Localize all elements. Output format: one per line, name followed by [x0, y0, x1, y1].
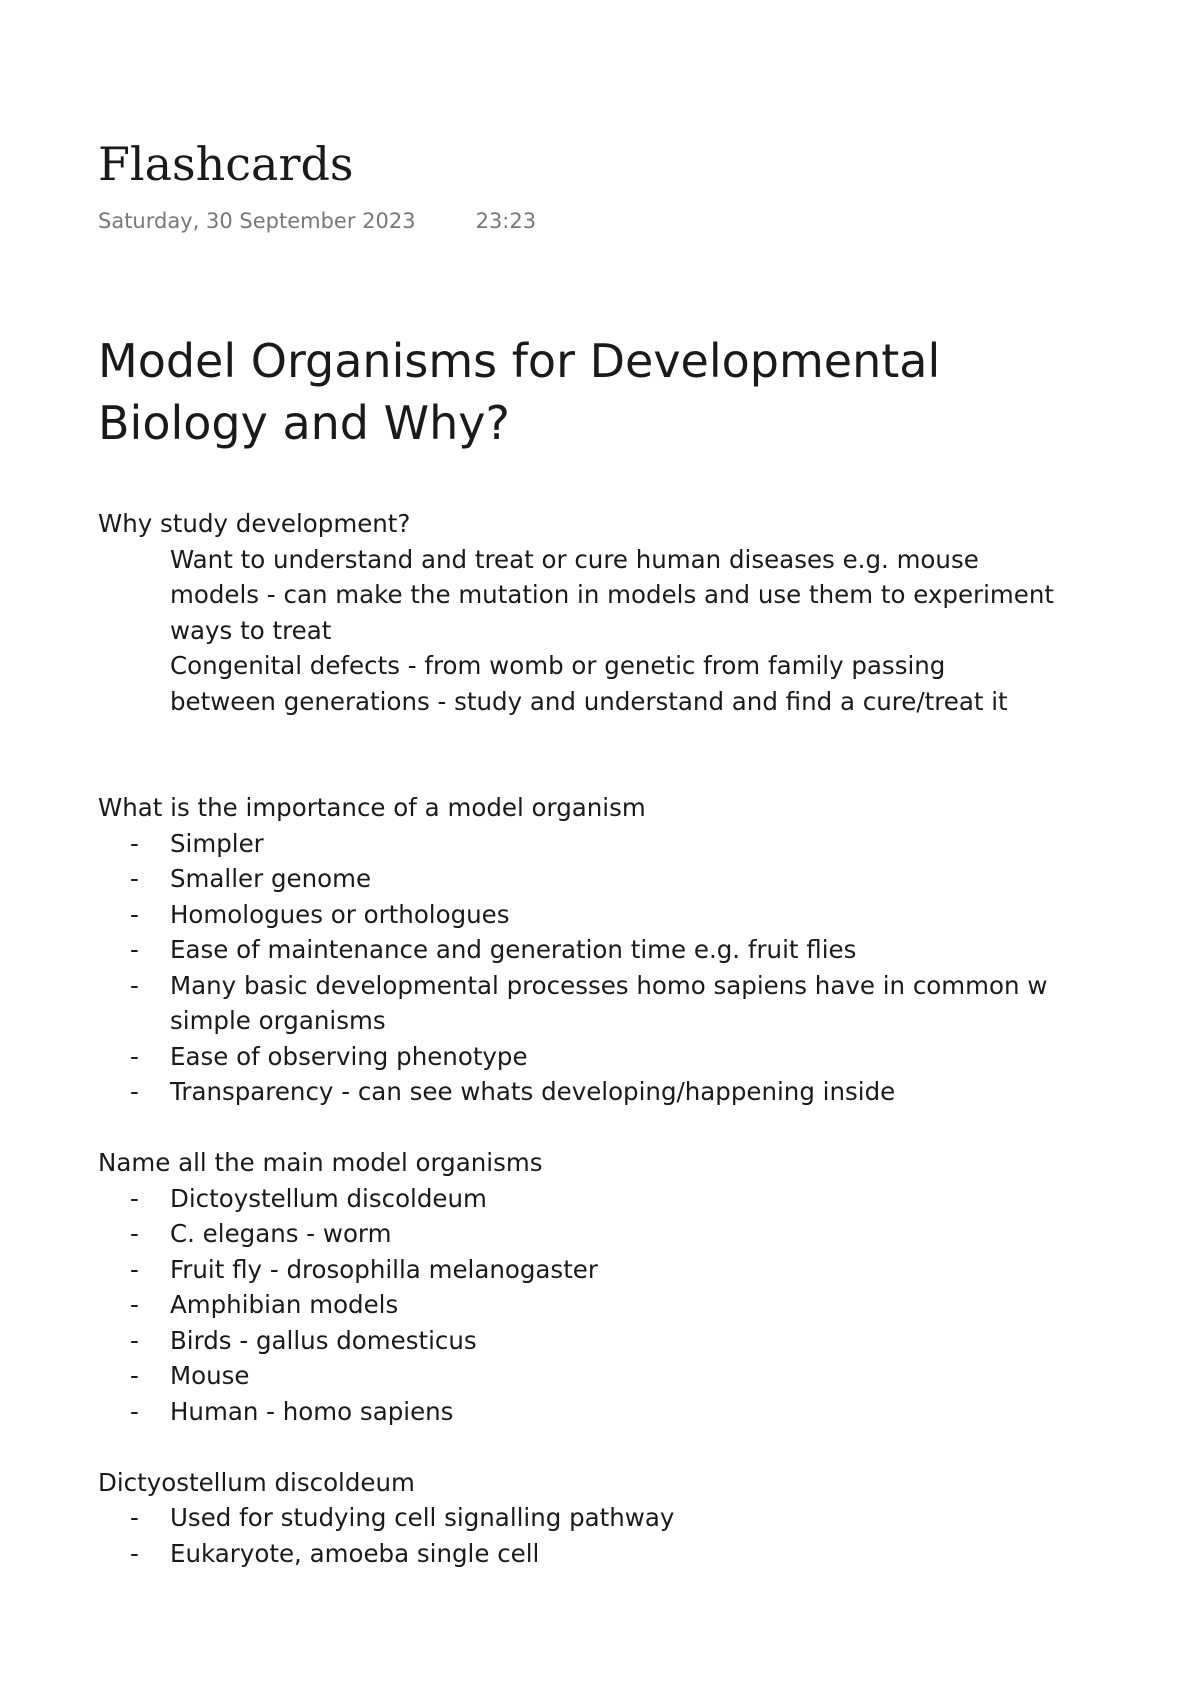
dash-marker: - — [130, 1325, 139, 1355]
dash-marker: - — [130, 1041, 139, 1071]
list-item — [98, 1216, 1058, 1252]
list-item-text: Dictoystellum discoldeum — [170, 1183, 487, 1213]
organisms-question: Name all the main model organisms — [98, 1148, 543, 1177]
dictyostellum-list — [98, 1500, 1058, 1571]
list-item-text: C. elegans - worm — [170, 1219, 392, 1248]
dash-marker: - — [130, 1077, 139, 1106]
spacer — [98, 1110, 1058, 1146]
dictyostellum-question: Dictyostellum discoldeum — [98, 1467, 415, 1497]
list-item — [98, 1500, 1058, 1536]
list-item — [98, 932, 1058, 968]
why-study-paragraph-2: Congenital defects - from womb or genetic from family passing between generations - study and understand and find a cure/treat it — [170, 651, 1008, 716]
list-item-text: Fruit fly - drosophilla melanogaster — [170, 1254, 598, 1284]
page-title: Flashcards — [98, 137, 354, 191]
dash-marker: - — [130, 1361, 139, 1390]
dash-marker: - — [130, 935, 139, 964]
dash-marker: - — [130, 970, 139, 1000]
list-item — [98, 1323, 1058, 1359]
page-bottom-margin — [0, 1590, 1200, 1698]
why-study-question: Why study development? — [98, 509, 411, 538]
list-item — [98, 1358, 1058, 1394]
dash-marker: - — [130, 1219, 139, 1248]
list-item-text: Simpler — [170, 828, 264, 858]
organisms-list — [98, 1181, 1058, 1430]
list-item — [98, 861, 1058, 897]
note-content — [98, 506, 1058, 1571]
list-item — [98, 1074, 1058, 1110]
dash-marker: - — [130, 1290, 139, 1319]
list-item-text: Mouse — [170, 1361, 250, 1390]
importance-question: What is the importance of a model organism — [98, 793, 646, 822]
page-time: 23:23 — [475, 209, 537, 233]
page-date: Saturday, 30 September 2023 — [98, 209, 416, 233]
why-study-paragraph-1: Want to understand and treat or cure human diseases e.g. mouse models - can make the mutation in models and use them to experiment ways to treat — [170, 544, 1055, 645]
dash-marker: - — [130, 1254, 139, 1284]
list-item — [98, 897, 1058, 933]
dash-marker: - — [130, 1538, 139, 1568]
spacer — [98, 719, 1058, 790]
list-item — [98, 826, 1058, 862]
dash-marker: - — [130, 864, 139, 893]
dash-marker: - — [130, 828, 139, 858]
list-item — [98, 1181, 1058, 1217]
list-item-text: Transparency - can see whats developing/happening inside — [170, 1077, 896, 1106]
list-item-text: Ease of observing phenotype — [170, 1041, 528, 1071]
list-item-text: Amphibian models — [170, 1290, 399, 1319]
spacer — [98, 1429, 1058, 1465]
list-item-text: Smaller genome — [170, 864, 372, 893]
list-item-text: Eukaryote, amoeba single cell — [170, 1538, 540, 1568]
dash-marker: - — [130, 899, 139, 929]
list-item — [98, 1252, 1058, 1288]
section-heading: Model Organisms for Developmental Biology and Why? — [98, 334, 941, 450]
importance-list — [98, 826, 1058, 1110]
list-item — [98, 968, 1058, 1039]
list-item — [98, 1039, 1058, 1075]
list-item-text: Birds - gallus domesticus — [170, 1325, 477, 1355]
dash-marker: - — [130, 1183, 139, 1213]
list-item-text: Many basic developmental processes homo sapiens have in common w simple organisms — [170, 970, 1048, 1035]
page-metadata — [98, 206, 536, 236]
dash-marker: - — [130, 1396, 139, 1426]
list-item — [98, 1394, 1058, 1430]
list-item-text: Human - homo sapiens — [170, 1396, 454, 1426]
list-item-text: Used for studying cell signalling pathway — [170, 1503, 675, 1532]
list-item-text: Homologues or orthologues — [170, 899, 510, 929]
list-item — [98, 1536, 1058, 1572]
list-item-text: Ease of maintenance and generation time e.g. fruit flies — [170, 935, 857, 964]
dash-marker: - — [130, 1503, 139, 1532]
list-item — [98, 1287, 1058, 1323]
